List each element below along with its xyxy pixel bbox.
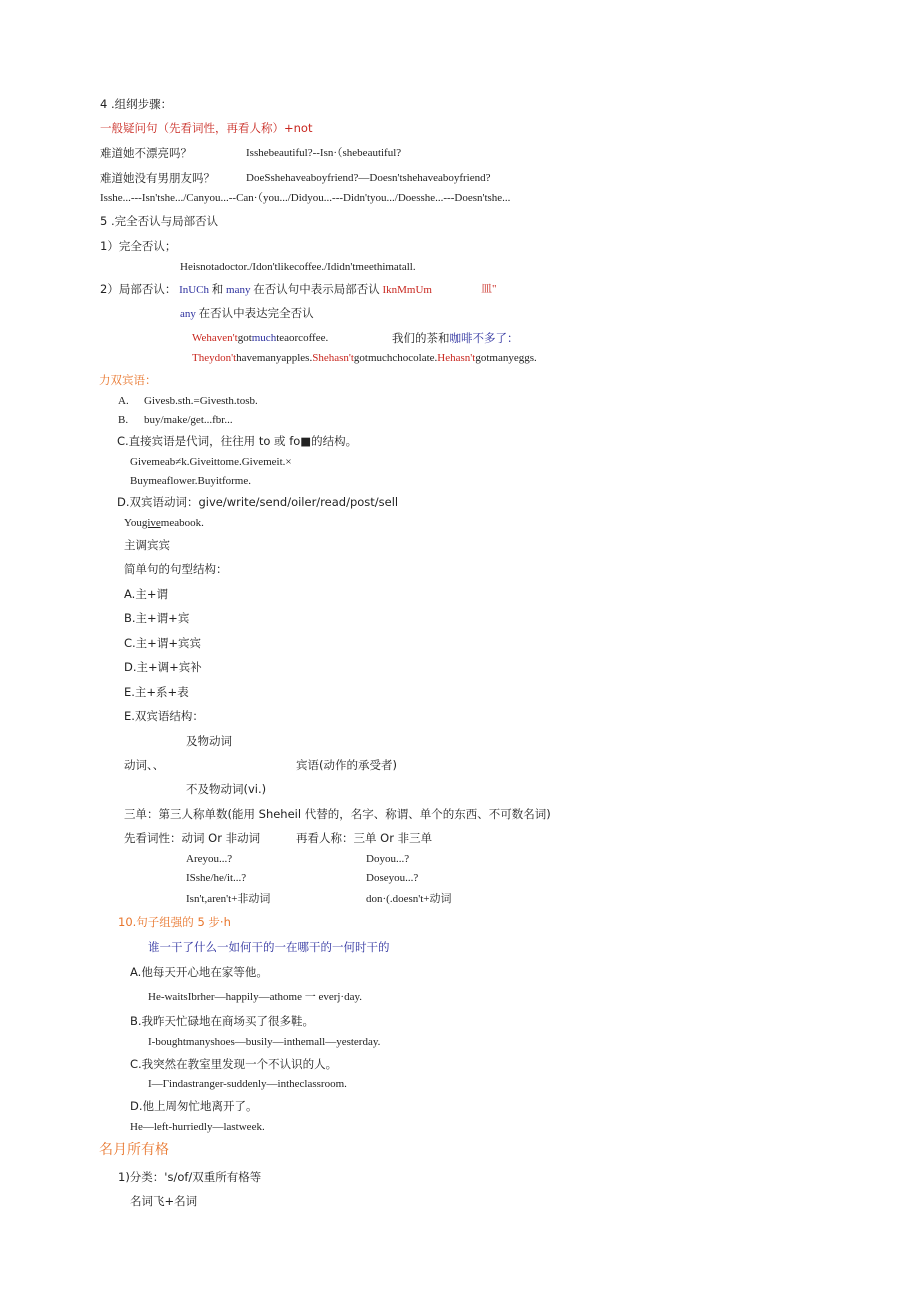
rule-a-label: A.	[118, 395, 129, 407]
example-cn: 难道她没有男朋友吗？	[100, 171, 215, 185]
check-person: 再看人称：三单 Or 非三单	[296, 831, 433, 845]
possessive-classification: 1)分类：'s/of/双重所有格等	[118, 1170, 262, 1184]
form-do: don·(.doesn't+动词	[366, 893, 452, 905]
word-and: 和	[211, 282, 224, 296]
heading-step4: 4 .组纲步骤：	[100, 97, 173, 111]
negation-example-line-2	[192, 351, 537, 365]
heading-possessive: 名月所有格	[99, 1142, 169, 1158]
partial-negation-line	[100, 282, 497, 297]
partial-negation-label: 2）局部否认：	[100, 282, 177, 296]
any-rule-line	[180, 306, 314, 321]
double-object-structure: E.双宾语结构：	[124, 709, 204, 723]
example-b-en: I-boughtmanyshoes—busily—inthemall—yesterday.	[148, 1036, 381, 1048]
rule-b-text: buy/make/get...fbr...	[144, 414, 233, 426]
example-b-cn: B.我昨天忙碌地在商场买了很多鞋。	[130, 1014, 315, 1028]
example-subject-2: Shehasn't	[312, 352, 354, 364]
translation-part-2: 咖啡不多了：	[449, 331, 519, 345]
example-rest-2: gotmuchchocolate.	[353, 352, 438, 364]
rule-c: C.直接宾语是代词，往往用 to 或 fo■的结构。	[117, 434, 358, 448]
check-pos: 先看词性：动词 Or 非动词	[124, 831, 261, 845]
form-be: ISshe/he/it...?	[186, 872, 247, 884]
rule-b-label: B.	[118, 414, 129, 426]
full-negation-example: Heisnotadoctor./Idon'tlikecoffee./Ididn'tmeethimatall.	[180, 261, 416, 273]
example-subject-3: Hehasn't	[437, 352, 476, 364]
tag-question-list: Isshe...---Isn'tshe.../Canyou...--Can·（you.../Didyou...---Didn'tyou.../Doesshe...---Doesn'tshe...	[100, 192, 511, 204]
any-rule-desc: 在否认中表达完全否认	[198, 306, 314, 320]
word-much: InUCh	[179, 284, 210, 296]
rule-c-example-2: Buymeaflower.Buyitforme.	[130, 475, 251, 487]
example-subject: You	[124, 517, 142, 529]
question-forms-row-1	[186, 852, 410, 866]
heading-sentence-steps: 10.句子组强的 5 步·h	[118, 915, 231, 929]
form-be: Isn't,aren't+非动词	[186, 893, 271, 905]
general-question-rule: 一般疑问句（先看词性，再看人称）+not	[100, 121, 313, 135]
object-label: 宾语(动作的承受者)	[296, 758, 397, 772]
example-row-2	[100, 171, 491, 186]
example-en: DoeSshehaveaboyfriend?—Doesn'tshehaveaboyfriend?	[246, 172, 491, 184]
example-translation	[392, 331, 519, 345]
rule-d-example	[124, 516, 204, 530]
example-d-en: He—left-hurriedly—lastweek.	[130, 1121, 265, 1133]
rule-a-text: Givesb.sth.=Givesth.tosb.	[144, 395, 258, 407]
partial-negation-desc: 在否认句中表示局部否认	[253, 282, 380, 296]
word-many: many	[226, 284, 251, 296]
example-subject: Wehaven't	[192, 332, 238, 344]
heading-double-object: 力双宾语：	[99, 373, 157, 387]
verb-label: 动词、、	[124, 758, 165, 772]
question-forms-row-3	[186, 892, 452, 906]
heading-step5: 5 .完全否认与局部否认	[100, 214, 219, 228]
example-much: much	[251, 332, 277, 344]
rule-b	[118, 413, 233, 427]
question-forms-row-2	[186, 871, 419, 885]
sentence-patterns-heading: 简单句的句型结构：	[124, 562, 228, 576]
word-any: any	[180, 308, 196, 320]
pattern-a: A.主+谓	[124, 587, 168, 601]
negation-example-line-1	[192, 331, 519, 345]
third-person-singular-note: 三单：第三人称单数(能用 Sheheil 代替的，名字、称谓、单个的东西、不可数名词)	[124, 807, 551, 821]
example-rest-1: havemanyapples.	[236, 352, 313, 364]
rule-a	[118, 394, 258, 408]
example-verb: give	[141, 517, 161, 529]
example-object: teaorcoffee.	[276, 332, 329, 344]
full-negation-label: 1）完全否认；	[100, 239, 177, 253]
pattern-d: D.主+调+宾补	[124, 660, 202, 674]
garbled-note: IknMmUm	[382, 284, 432, 296]
example-a-en: He-waitsIbrher—happily—athome 一 everj·day.	[148, 991, 363, 1003]
structure-label: 主调宾宾	[124, 538, 170, 552]
pattern-b: B.主+谓+宾	[124, 611, 190, 625]
intransitive-verb: 不及物动词(vi.)	[186, 782, 267, 796]
form-be: Areyou...?	[186, 853, 233, 865]
transitive-verb: 及物动词	[186, 734, 232, 748]
example-cn: 难道她不漂亮吗？	[100, 146, 192, 160]
form-do: Doseyou...?	[366, 872, 419, 884]
rule-c-example-1: Givemeab≠k.Giveittome.Givemeit.×	[130, 456, 292, 468]
form-do: Doyou...?	[366, 853, 410, 865]
example-row-1	[100, 146, 402, 161]
example-en: Isshebeautiful?--Isn·（shebeautiful?	[246, 147, 402, 159]
example-c-cn: C.我突然在教室里发现一个不认识的人。	[130, 1057, 338, 1071]
example-verb: got	[237, 332, 252, 344]
verb-branch-row	[124, 758, 397, 772]
example-a-cn: A.他每天开心地在家等他。	[130, 965, 268, 979]
translation-part-1: 我们的茶和	[392, 331, 450, 345]
pattern-c: C.主+谓+宾宾	[124, 636, 201, 650]
rule-d: D.双宾语动词：give/write/send/oiler/read/post/sell	[117, 495, 399, 509]
possessive-form: 名词飞+名词	[130, 1194, 198, 1208]
example-c-en: I—Γindastranger-suddenly—intheclassroom.	[148, 1078, 347, 1090]
example-objects: meabook.	[160, 517, 204, 529]
pattern-e: E.主+系+表	[124, 685, 189, 699]
garbled-mark: 皿"	[481, 283, 497, 295]
example-subject-1: Theydon't	[192, 352, 237, 364]
check-order-row	[124, 831, 433, 845]
example-rest-3: gotmanyeggs.	[475, 352, 537, 364]
example-d-cn: D.他上周匆忙地离开了。	[130, 1099, 258, 1113]
sentence-steps-chain: 谁一干了什么一如何干的一在哪干的一何时干的	[148, 940, 390, 954]
